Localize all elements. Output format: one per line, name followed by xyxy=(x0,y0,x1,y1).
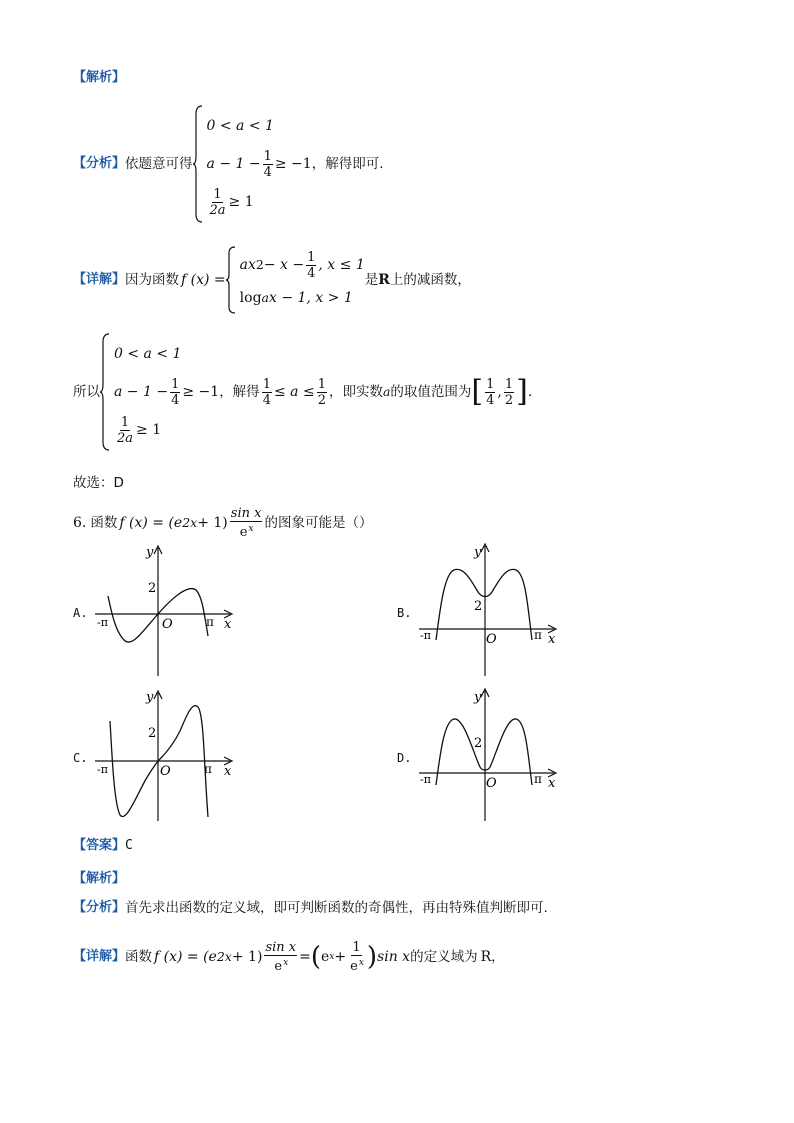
inequality-system-1 xyxy=(193,104,312,224)
detail-line-1 xyxy=(73,245,471,315)
option-a-label[interactable]: A. xyxy=(73,606,88,620)
y-label: y xyxy=(474,545,482,560)
question-mid: + 1) xyxy=(197,515,228,532)
fx-label: f (x) = xyxy=(181,272,226,288)
piece1-sup: 2 xyxy=(255,257,264,272)
therefore-line: 所以 0 < a < 1 a − 1 − $\frac{1}{4}$ ≥ −1 $\frac{1}{2a}$ ≥ 1 ，解得 $\frac{1}{4}$ ≤ a ≤ $\frac{1}{2}$ ，即实数 a 的取值范围为 [ $\frac{1}{4}$ , $\frac{1}{2}$ ] . xyxy=(73,332,532,452)
option-b-label[interactable]: B. xyxy=(397,606,412,620)
range-mid: ≤ a ≤ xyxy=(273,384,315,400)
neg-pi-label: -π xyxy=(97,763,108,776)
x-label: x xyxy=(224,617,232,632)
analysis-line-1 xyxy=(73,104,384,224)
x-label: x xyxy=(224,764,232,779)
detail2-end: ， xyxy=(491,949,505,966)
x-label: x xyxy=(548,776,556,791)
question-number: 6. xyxy=(73,515,87,532)
graph-option-a[interactable] xyxy=(90,540,240,680)
pi-label: π xyxy=(534,772,542,786)
y-label: y xyxy=(474,690,482,705)
detail2-paren-plus: + xyxy=(334,949,347,966)
inequality-system-2 xyxy=(100,332,219,452)
tick-2-label: 2 xyxy=(474,736,483,751)
question-fx: f (x) = (e xyxy=(119,515,183,532)
interval-fraction-1: $\frac{1}{4}$ xyxy=(486,376,495,408)
fenxi-pre-text: 依题意可得 xyxy=(125,156,193,172)
neg-pi-label: -π xyxy=(420,629,431,642)
graph-option-b[interactable] xyxy=(414,540,564,680)
fenxi-post-text: ，解得即可. xyxy=(311,156,384,172)
tag-xiangjie-2: 【详解】 xyxy=(73,949,126,965)
detail2-post: 的定义域为 xyxy=(410,949,478,966)
curve-d xyxy=(436,719,532,785)
y-label: y xyxy=(146,690,154,705)
graph-option-d[interactable] xyxy=(414,685,564,825)
origin-label: O xyxy=(486,632,497,647)
pi-label: π xyxy=(534,628,542,642)
origin-label: O xyxy=(162,617,173,632)
detail-post-a: 是 xyxy=(364,272,379,288)
piece2-sub: a xyxy=(261,290,269,305)
left-brace-icon xyxy=(100,332,110,452)
origin-label: O xyxy=(486,776,497,791)
system1-row2-a: a − 1 − xyxy=(206,156,261,172)
question-post: 的图象可能是（） xyxy=(264,515,373,532)
fenxi2-text: 首先求出函数的定义域，即可判断函数的奇偶性，再由特殊值判断即可. xyxy=(125,900,548,916)
detail2-fraction: $\frac{\text{sin x}}{e^x}$ xyxy=(265,940,297,975)
tag-xiangjie: 【详解】 xyxy=(73,272,126,287)
neg-pi-label: -π xyxy=(420,773,431,786)
system1-row2-b: ≥ −1 xyxy=(274,156,312,172)
therefore-pre: 所以 xyxy=(73,384,100,400)
system1-row1: 0 < a < 1 xyxy=(206,118,274,134)
question-sup: 2x xyxy=(182,515,198,531)
tag-daan: 【答案】 xyxy=(73,838,126,853)
piece1-c: , x ≤ 1 xyxy=(318,257,365,273)
tag-fenxi: 【分析】 xyxy=(73,156,126,171)
alpha-symbol: a xyxy=(382,384,391,399)
section-tag-analysis: 【解析】 xyxy=(73,70,126,85)
range-fraction-2: $\frac{1}{2}$ xyxy=(317,376,326,408)
therefore-end: . xyxy=(527,384,533,400)
system2-row3-b: ≥ 1 xyxy=(136,422,162,438)
piece1-a: ax xyxy=(239,257,256,273)
detail2-paren-sup: x xyxy=(329,952,335,963)
therefore-mid: ，解得 xyxy=(219,384,260,400)
detail2-eq: = xyxy=(299,949,311,966)
detail-post-b: 上的减函数， xyxy=(389,272,471,288)
graph-option-c[interactable] xyxy=(90,685,240,825)
detail2-mid: + 1) xyxy=(231,949,263,966)
question-6 xyxy=(73,506,372,540)
therefore-post2: 的取值范围为 xyxy=(390,384,472,400)
tag-fenxi-2: 【分析】 xyxy=(73,900,126,915)
analysis-line-2 xyxy=(73,898,548,918)
right-bracket-icon: ] xyxy=(516,374,528,409)
detail2-pre: 函数 xyxy=(125,949,153,966)
system1-row3-fraction: $\frac{1}{2a}$ xyxy=(209,186,226,218)
answer-line xyxy=(73,836,133,856)
detail2-sinx: sin x xyxy=(377,949,411,966)
tick-2-label: 2 xyxy=(148,726,157,741)
neg-pi-label: -π xyxy=(97,616,108,629)
system1-row3-b: ≥ 1 xyxy=(228,194,254,210)
pi-label: π xyxy=(204,762,212,776)
left-bracket-icon: [ xyxy=(471,374,484,409)
range-fraction-1: $\frac{1}{4}$ xyxy=(262,376,271,408)
x-label: x xyxy=(548,632,556,647)
piecewise-function xyxy=(226,245,365,315)
left-brace-icon xyxy=(226,245,236,315)
piece1-b: − x − xyxy=(263,257,305,273)
piece2-b: x − 1, x > 1 xyxy=(268,290,353,306)
system2-row2-fraction: $\frac{1}{4}$ xyxy=(171,376,180,408)
detail2-paren-fraction: $\frac{1}{e^x}$ xyxy=(350,940,364,975)
therefore-post1: ，即实数 xyxy=(328,384,383,400)
question-pre: 函数 xyxy=(90,515,118,532)
left-brace-icon xyxy=(193,104,203,224)
option-d-label[interactable]: D. xyxy=(397,751,412,765)
section-tag-analysis-2: 【解析】 xyxy=(73,871,126,886)
answer-value: C xyxy=(125,838,133,853)
system2-row1: 0 < a < 1 xyxy=(114,346,182,362)
detail2-sup: 2x xyxy=(216,949,232,965)
tick-2-label: 2 xyxy=(474,599,483,614)
interval-fraction-2: $\frac{1}{2}$ xyxy=(504,376,514,408)
detail2-R: R xyxy=(480,949,492,966)
system2-row2-b: ≥ −1 xyxy=(182,384,220,400)
detail-post-R: R xyxy=(378,272,390,288)
piece2-log: log xyxy=(239,290,262,306)
option-c-label[interactable]: C. xyxy=(73,751,88,765)
detail2-paren-a: e xyxy=(321,949,330,966)
detail-pre-text: 因为函数 xyxy=(125,272,180,288)
system2-row3-fraction: $\frac{1}{2a}$ xyxy=(117,414,134,446)
system1-row2-fraction: $\frac{1}{4}$ xyxy=(263,148,272,180)
pi-label: π xyxy=(206,615,214,629)
y-label: y xyxy=(146,545,154,560)
detail2-fx: f (x) = (e xyxy=(154,949,217,966)
choice-line: 故选：D xyxy=(73,475,124,491)
question-fraction: $\frac{\text{sin x}}{e^x}$ xyxy=(230,506,262,541)
origin-label: O xyxy=(160,764,171,779)
system2-row2-a: a − 1 − xyxy=(114,384,169,400)
tick-2-label: 2 xyxy=(148,581,157,596)
detail-line-2: 【详解】 函数 f (x) = (e 2x + 1) $\frac{\text{sin x}}{e^x}$ = ( e x + $\frac{1}{e^x}$ ) sin x 的定义域为 R ， xyxy=(73,940,505,975)
piece1-fraction: $\frac{1}{4}$ xyxy=(307,249,316,281)
